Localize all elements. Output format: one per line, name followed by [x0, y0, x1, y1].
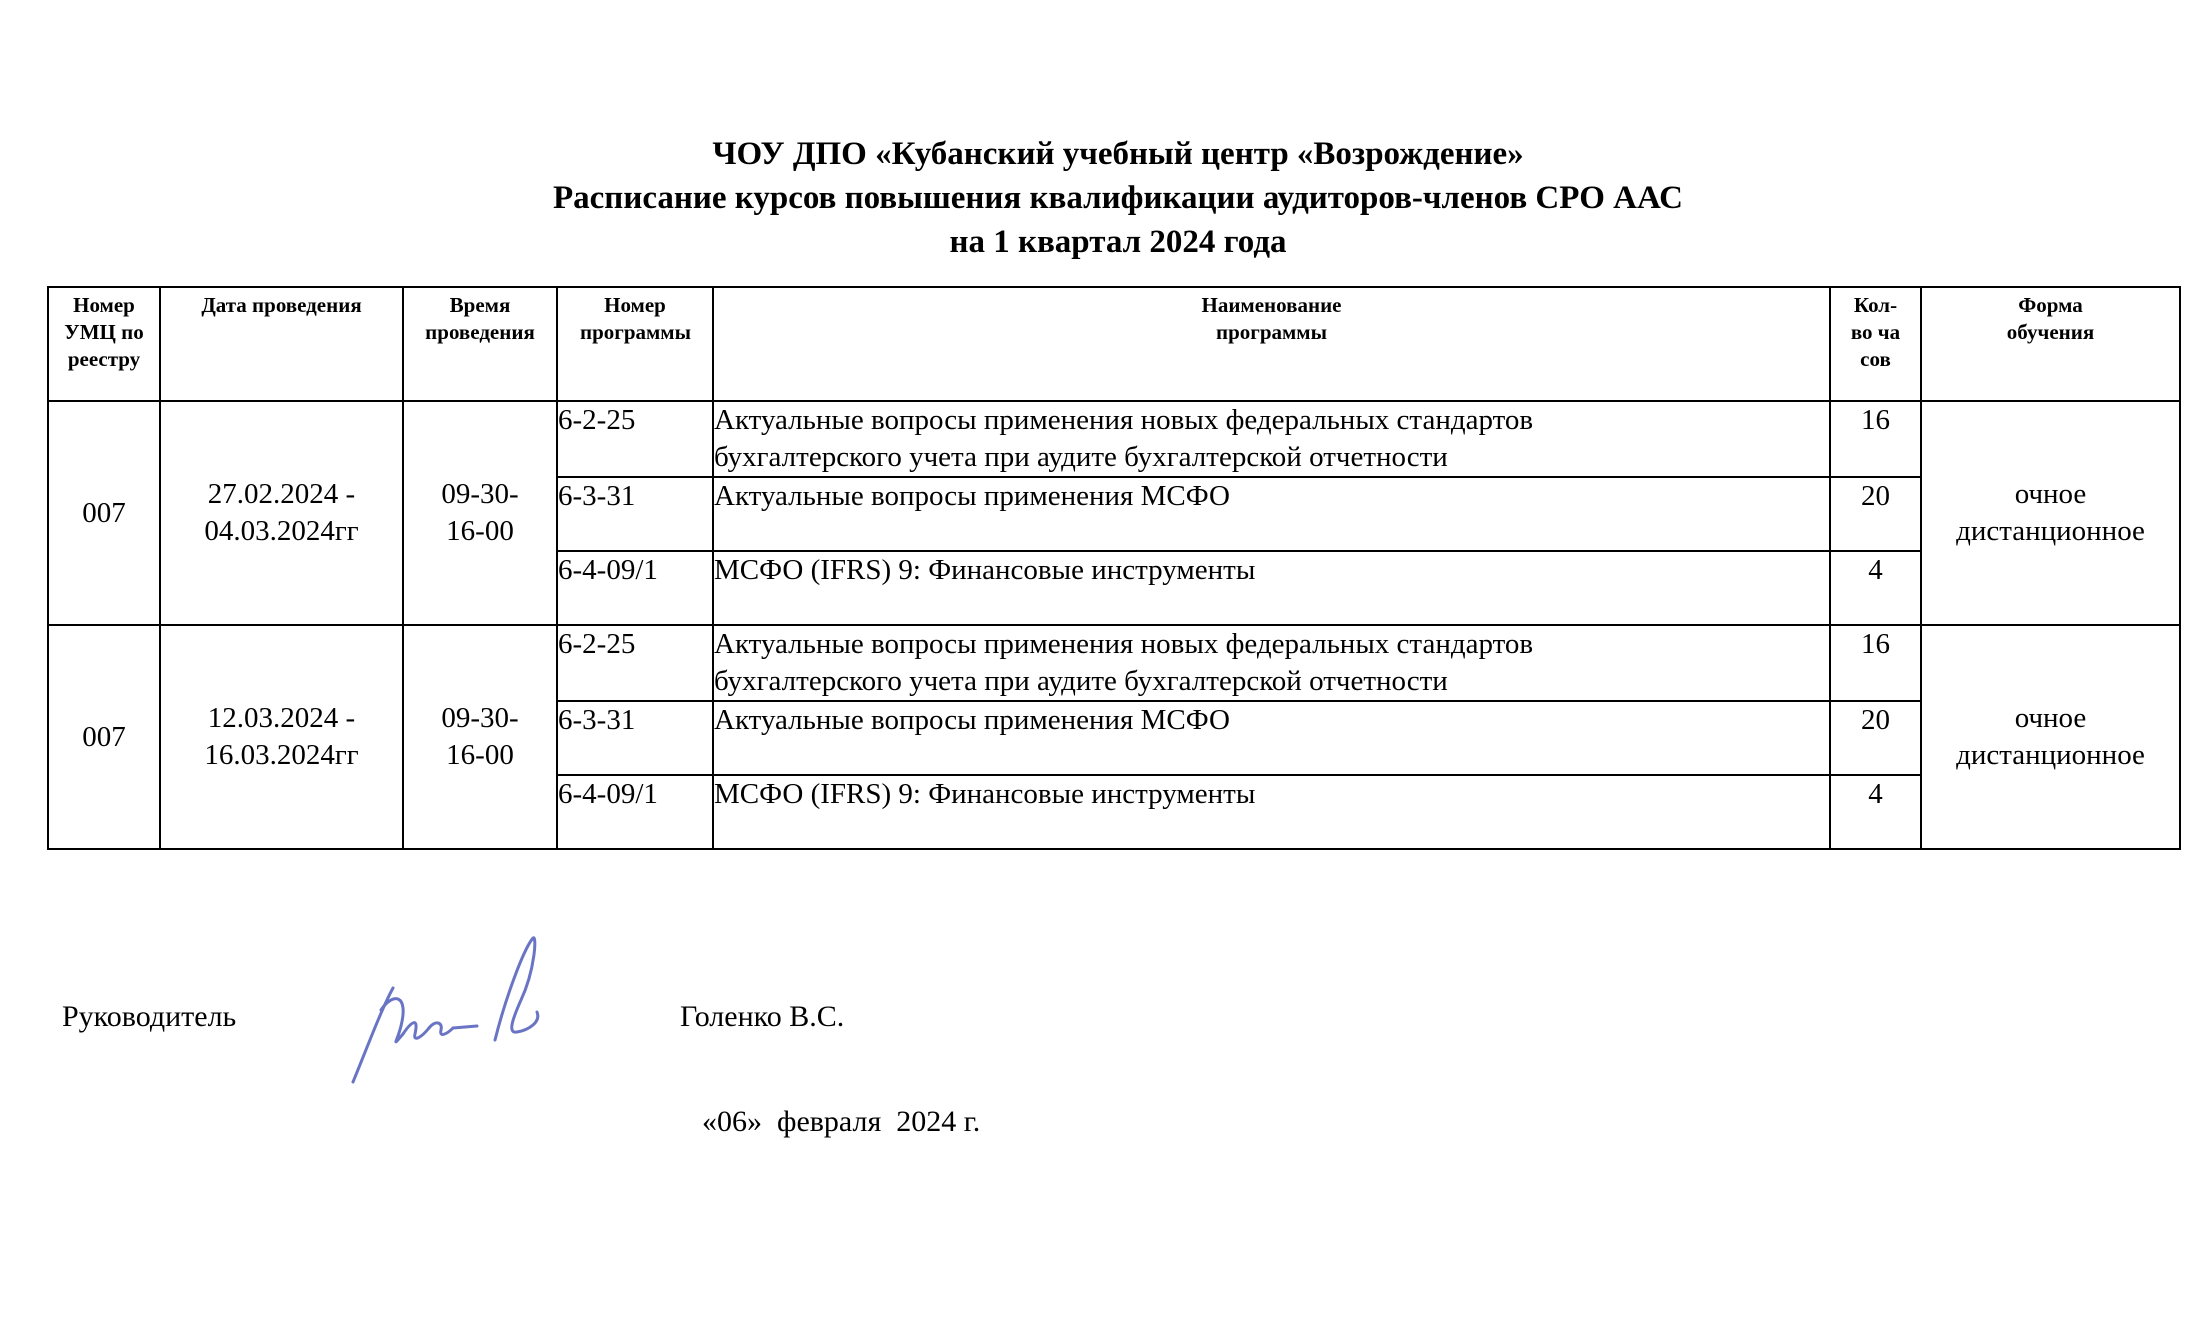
date-start: 12.03.2024 - — [207, 702, 356, 734]
schedule-table — [47, 286, 2181, 850]
umc-number-cell: 007 — [48, 401, 160, 625]
program-number-cell: 6-4-09/1 — [557, 775, 713, 849]
signature-date: «06» февраля 2024 г. — [702, 1105, 981, 1138]
program-number-cell: 6-4-09/1 — [557, 551, 713, 625]
time-cell — [403, 625, 557, 849]
program-name-cell: Актуальные вопросы применения МСФО — [713, 701, 1830, 775]
table-row — [48, 401, 2180, 477]
umc-number-cell: 007 — [48, 625, 160, 849]
hours-cell: 4 — [1830, 775, 1921, 849]
program-number-cell: 6-3-31 — [557, 477, 713, 551]
study-form-cell: очное дистанционное — [1921, 401, 2180, 625]
time-end: 16-00 — [446, 739, 514, 771]
period-title: на 1 квартал 2024 года — [949, 224, 1287, 260]
program-name-cell: Актуальные вопросы применения новых федеральных стандартов бухгалтерского учета при аудите бухгалтерской отчетности — [713, 625, 1830, 701]
date-start: 27.02.2024 - — [207, 478, 356, 510]
time-end: 16-00 — [446, 515, 514, 547]
study-form-cell: очное дистанционное — [1921, 625, 2180, 849]
program-number-cell: 6-2-25 — [557, 401, 713, 477]
hours-cell: 20 — [1830, 701, 1921, 775]
table-header-row — [48, 287, 2180, 401]
table-row — [48, 625, 2180, 701]
hours-cell: 20 — [1830, 477, 1921, 551]
date-end: 16.03.2024гг — [204, 739, 359, 771]
column-header-program-number: Номер программы — [557, 287, 713, 401]
time-cell — [403, 401, 557, 625]
date-range-cell — [160, 401, 403, 625]
hours-cell: 16 — [1830, 625, 1921, 701]
signer-role: Руководитель — [62, 1000, 237, 1033]
hours-cell: 4 — [1830, 551, 1921, 625]
column-header-program-name: Наименование программы — [713, 287, 1830, 401]
signer-name: Голенко В.С. — [680, 1000, 845, 1033]
organization-title: ЧОУ ДПО «Кубанский учебный центр «Возрождение» — [712, 136, 1524, 172]
column-header-time: Время проведения — [403, 287, 557, 401]
column-header-date: Дата проведения — [160, 287, 403, 401]
hours-cell: 16 — [1830, 401, 1921, 477]
program-name-cell: МСФО (IFRS) 9: Финансовые инструменты — [713, 775, 1830, 849]
schedule-title: Расписание курсов повышения квалификации аудиторов-членов СРО ААС — [553, 180, 1683, 216]
handwritten-signature-icon — [345, 930, 575, 1090]
document-header — [0, 132, 2207, 264]
time-start: 09-30- — [441, 702, 519, 734]
date-end: 04.03.2024гг — [204, 515, 359, 547]
program-name-cell: МСФО (IFRS) 9: Финансовые инструменты — [713, 551, 1830, 625]
column-header-form: Форма обучения — [1921, 287, 2180, 401]
program-number-cell: 6-3-31 — [557, 701, 713, 775]
column-header-umc: Номер УМЦ по реестру — [48, 287, 160, 401]
column-header-hours: Кол-во часов — [1830, 287, 1921, 401]
program-name-cell: Актуальные вопросы применения МСФО — [713, 477, 1830, 551]
date-range-cell — [160, 625, 403, 849]
time-start: 09-30- — [441, 478, 519, 510]
program-name-cell: Актуальные вопросы применения новых федеральных стандартов бухгалтерского учета при аудите бухгалтерской отчетности — [713, 401, 1830, 477]
program-number-cell: 6-2-25 — [557, 625, 713, 701]
